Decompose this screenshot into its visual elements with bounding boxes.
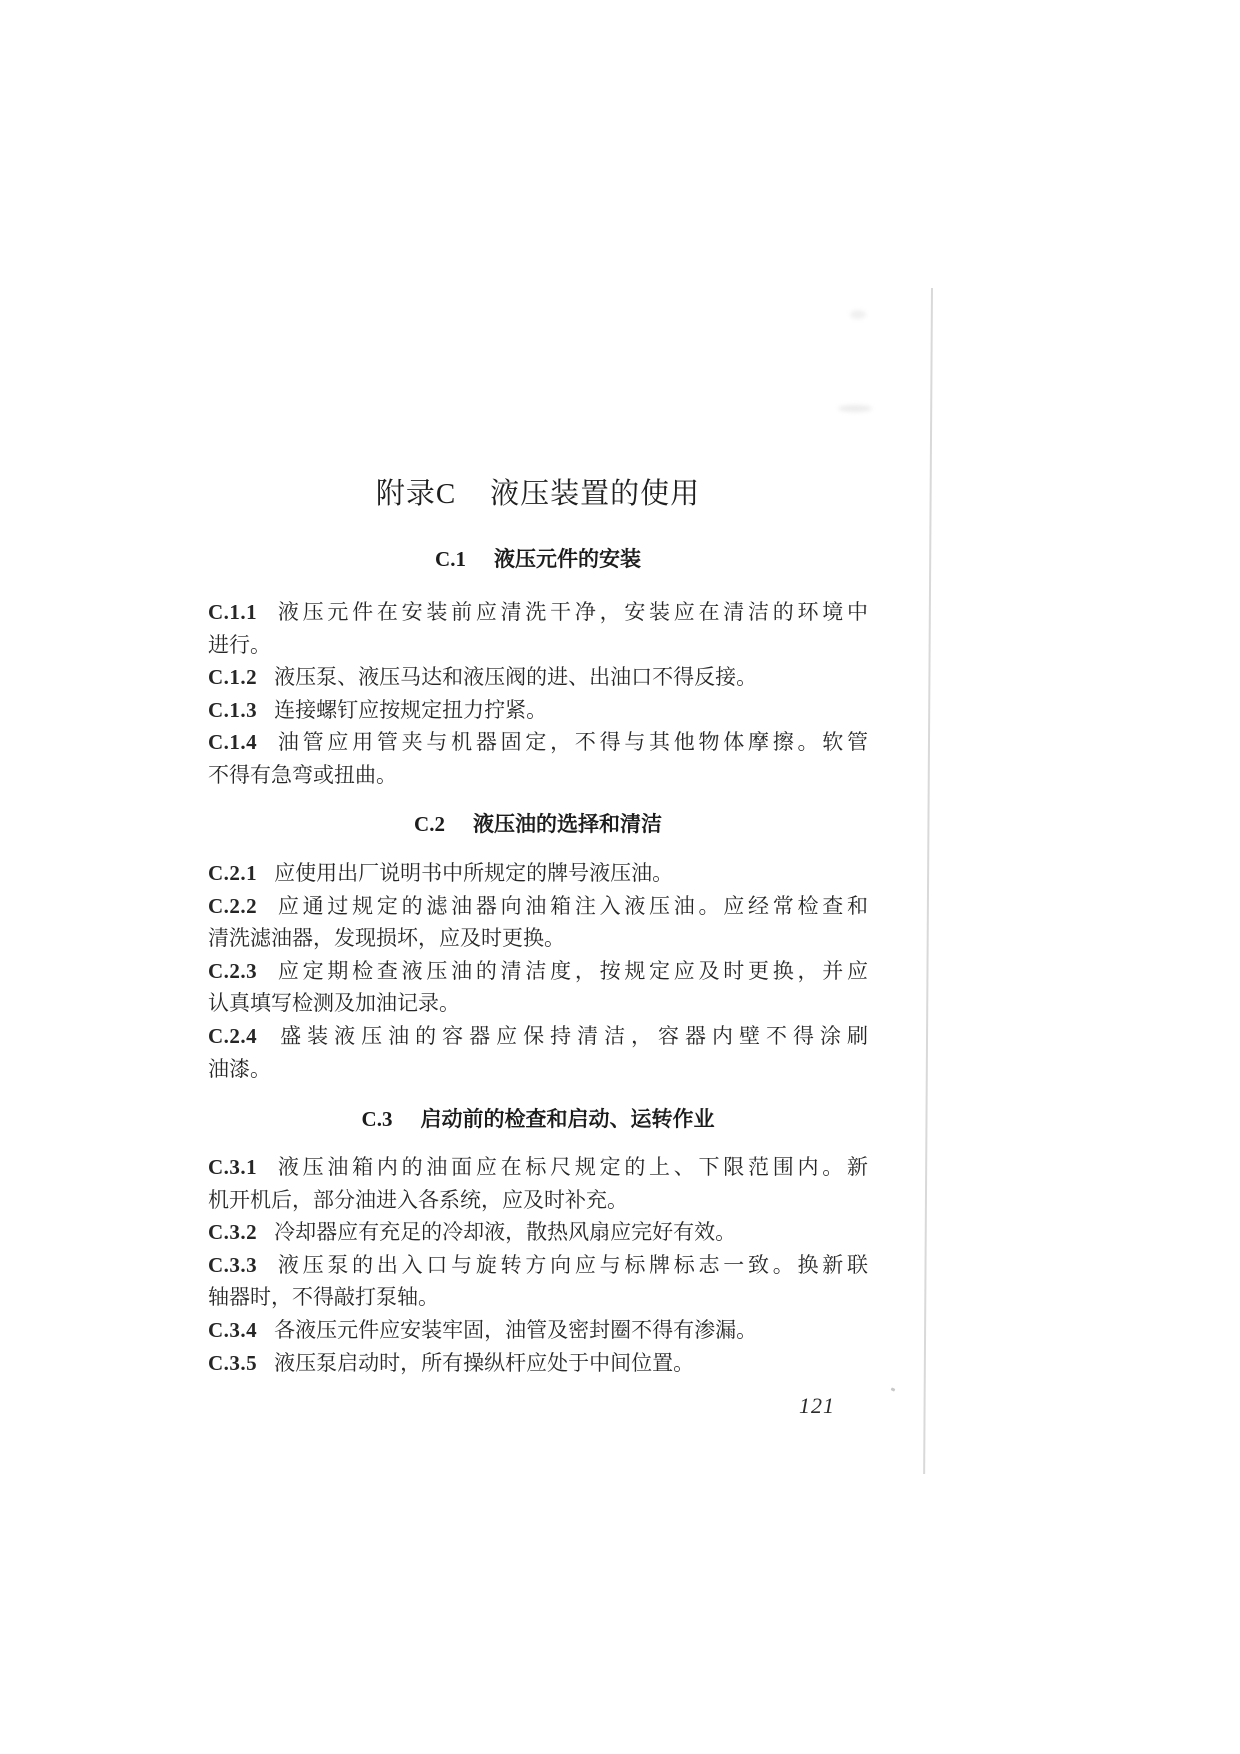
- clause-number: C.2.1: [208, 861, 258, 885]
- clause: [208, 1347, 868, 1380]
- clause-text: 应通过规定的滤油器向油箱注入液压油。应经常检查和: [274, 893, 868, 918]
- clause-line: 轴器时，不得敲打泵轴。: [208, 1285, 439, 1310]
- section-heading-c2: [208, 811, 868, 838]
- clause-line: [208, 857, 868, 890]
- section-name: 液压元件的安装: [493, 548, 641, 571]
- clause-line: [208, 726, 868, 759]
- clause-line: [208, 1249, 868, 1282]
- clause-number: C.3.3: [208, 1252, 258, 1277]
- clause-number: C.2.3: [208, 958, 258, 983]
- clause-line: [208, 1314, 868, 1347]
- clause: [208, 694, 868, 727]
- clause: [208, 596, 868, 661]
- clause-text: 液压泵、液压马达和液压阀的进、出油口不得反接。: [274, 665, 758, 690]
- clause-line: 机开机后，部分油进入各系统，应及时补充。: [208, 1187, 628, 1212]
- clause-number: C.1.1: [208, 600, 258, 624]
- section-number: C.1: [435, 547, 466, 571]
- scan-edge-line: [923, 288, 933, 1474]
- section-number: C.3: [361, 1107, 393, 1131]
- clause: [208, 1314, 868, 1347]
- clause-text: 液压元件在安装前应清洗干净，安装应在清洁的环境中: [274, 600, 868, 624]
- clause-line: 清洗滤油器，发现损坏，应及时更换。: [208, 926, 565, 951]
- clause: [208, 726, 868, 791]
- section-heading-c1: [208, 546, 868, 573]
- clause: [208, 661, 868, 694]
- clause: [208, 1216, 868, 1249]
- clause: [208, 955, 868, 1020]
- clause-text: 应定期检查液压油的清洁度，按规定应及时更换，并应: [274, 958, 868, 983]
- clause-text: 连接螺钉应按规定扭力拧紧。: [274, 697, 548, 722]
- section-c1-body: [208, 596, 868, 792]
- clause: [208, 1249, 868, 1314]
- clause: [208, 890, 868, 955]
- scan-smudge: [838, 405, 872, 412]
- section-name: 液压油的选择和清洁: [472, 813, 662, 836]
- clause-line: [208, 955, 868, 988]
- section-c3-body: [208, 1151, 868, 1379]
- clause-line: [208, 661, 868, 694]
- clause-text: 各液压元件应安装牢固，油管及密封圈不得有渗漏。: [274, 1317, 758, 1342]
- clause-text: 液压油箱内的油面应在标尺规定的上、下限范围内。新: [274, 1155, 868, 1179]
- clause-number: C.3.2: [208, 1220, 258, 1245]
- appendix-title: [208, 477, 868, 511]
- clause-number: C.3.4: [208, 1317, 258, 1342]
- clause-line: [208, 1347, 868, 1380]
- appendix-number: 附录C: [375, 478, 457, 510]
- clause-line: 进行。: [208, 632, 271, 657]
- clause-number: C.2.2: [208, 893, 258, 918]
- clause-number: C.1.2: [208, 665, 258, 690]
- clause-line: [208, 1020, 868, 1053]
- clause-text: 油管应用管夹与机器固定，不得与其他物体摩擦。软管: [274, 730, 868, 755]
- clause-text: 液压泵启动时，所有操纵杆应处于中间位置。: [274, 1350, 695, 1375]
- clause: [208, 857, 868, 890]
- clause-line: 认真填写检测及加油记录。: [208, 991, 460, 1016]
- clause: [208, 1020, 868, 1085]
- clause-line: [208, 694, 868, 727]
- scan-smudge: [850, 310, 866, 319]
- clause: [208, 1151, 868, 1216]
- clause-number: C.1.4: [208, 730, 258, 755]
- clause-line: 油漆。: [208, 1056, 271, 1081]
- clause-text: 液压泵的出入口与旋转方向应与标牌标志一致。换新联: [274, 1252, 868, 1277]
- clause-line: 不得有急弯或扭曲。: [208, 762, 397, 787]
- clause-text: 应使用出厂说明书中所规定的牌号液压油。: [274, 861, 674, 885]
- clause-number: C.3.1: [208, 1155, 258, 1179]
- appendix-name: 液压装置的使用: [490, 478, 701, 510]
- clause-line: [208, 1151, 868, 1184]
- page-number: 121: [799, 1393, 835, 1418]
- clause-number: C.1.3: [208, 697, 258, 722]
- clause-text: 盛装液压油的容器应保持清洁，容器内壁不得涂刷: [274, 1023, 868, 1048]
- section-name: 启动前的检查和启动、运转作业: [420, 1108, 715, 1131]
- clause-text: 冷却器应有充足的冷却液，散热风扇应完好有效。: [274, 1220, 737, 1245]
- scan-speck: [891, 1387, 896, 1391]
- clause-number: C.3.5: [208, 1350, 258, 1375]
- section-number: C.2: [414, 812, 445, 836]
- clause-line: [208, 596, 868, 629]
- section-heading-c3: [208, 1106, 868, 1133]
- clause-line: [208, 890, 868, 923]
- clause-number: C.2.4: [208, 1023, 258, 1048]
- section-c2-body: [208, 857, 868, 1085]
- clause-line: [208, 1216, 868, 1249]
